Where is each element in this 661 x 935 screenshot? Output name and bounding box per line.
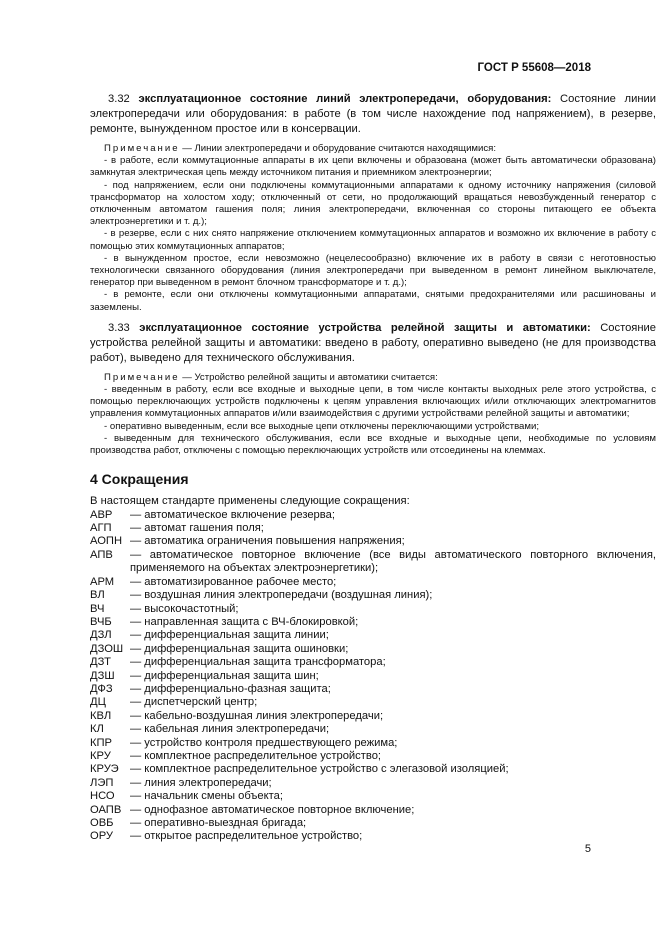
abbreviation-definition: — автоматическое повторное включение (все виды автоматического повторного включения, применяемого на объектах электроэнергетики); xyxy=(130,548,656,575)
abbreviation-row xyxy=(90,804,656,817)
abbreviation-definition: — оперативно-выездная бригада; xyxy=(130,817,307,830)
abbreviation-list xyxy=(90,509,656,844)
abbreviation-definition: — дифференциальная защита трансформатора; xyxy=(130,656,386,669)
abbreviation: ЛЭП xyxy=(90,776,114,789)
note-item: - оперативно выведенным, если все выходные цепи отключены переключающими устройствами; xyxy=(104,420,540,432)
note-item: - в ремонте, если они отключены коммутационными аппаратами, снятыми предохранителями или расшинованы и заземлены. xyxy=(90,289,656,313)
abbreviation-definition: — воздушная линия электропередачи (воздушная линия); xyxy=(130,589,433,602)
abbreviation-row xyxy=(90,535,656,548)
abbreviation: ДЗШ xyxy=(90,669,115,682)
abbreviation-definition: — высокочастотный; xyxy=(130,602,239,615)
abbreviation-row xyxy=(90,777,656,790)
abbreviation-row xyxy=(90,683,656,696)
abbreviation-row xyxy=(90,696,656,709)
abbreviation-definition: — автоматика ограничения повышения напряжения; xyxy=(130,535,405,548)
abbreviation-row xyxy=(90,643,656,656)
abbreviation-row xyxy=(90,670,656,683)
abbreviation-row xyxy=(90,656,656,669)
clause-definition: Состояние устройства релейной защиты и автоматики: введено в работу, оперативно выведено (не для производства работ), выведено для технического обслуживания. xyxy=(90,321,657,364)
abbreviation-row xyxy=(90,629,656,642)
abbreviation-definition: — комплектное распределительное устройство с элегазовой изоляцией; xyxy=(130,763,509,776)
abbreviation-row xyxy=(90,737,656,750)
abbreviation-definition: — кабельно-воздушная линия электропередачи; xyxy=(130,709,384,722)
abbreviation-definition: — линия электропередачи; xyxy=(130,776,272,789)
abbreviation-row xyxy=(90,616,656,629)
note-intro: — Линии электропередачи и оборудование считаются находящимися: xyxy=(182,143,497,154)
abbreviation-definition: — диспетчерский центр; xyxy=(130,696,258,709)
abbreviation-row xyxy=(90,830,656,843)
note-intro: — Устройство релейной защиты и автоматики считается: xyxy=(182,371,438,383)
abbreviation: ДЗОШ xyxy=(90,642,124,655)
note-item: - в вынужденном простое, если невозможно (нецелесообразно) включение их в работу в связи с неготовностью технологически связанного оборудования (линия электропередачи при выведенном в ремонт линейном выключателе, генератор при выведенном в ремонт блочном трансформаторе и т. д.); xyxy=(90,252,656,289)
clause-number: 3.32 xyxy=(108,93,130,105)
abbreviation: АПВ xyxy=(90,548,113,561)
abbreviation-row xyxy=(90,723,656,736)
abbreviation-definition: — автомат гашения поля; xyxy=(130,522,264,535)
note-1 xyxy=(90,143,656,314)
abbreviation-row xyxy=(90,817,656,830)
abbreviation-definition: — дифференциальная защита шин; xyxy=(130,669,319,682)
abbreviation: ВЧБ xyxy=(90,615,112,628)
abbreviation: ДЗТ xyxy=(90,656,111,669)
abbreviation-definition: — дифференциальная защита ошиновки; xyxy=(130,642,349,655)
abbreviation: ОАПВ xyxy=(90,803,122,816)
clause-term: эксплуатационное состояние линий электропередачи, оборудования: xyxy=(138,93,552,105)
abbreviation: КПР xyxy=(90,736,113,749)
abbreviation: КРУ xyxy=(90,749,111,762)
abbreviation-row xyxy=(90,790,656,803)
note-item: - в работе, если коммутационные аппараты в их цепи включены и образована (может быть автоматически образована) замкнутая электрическая цепь между источником питания и приемником электроэнергии; xyxy=(90,155,656,179)
note-label: Примечание xyxy=(104,371,180,383)
abbreviation: КВЛ xyxy=(90,709,112,722)
abbreviation-definition: — комплектное распределительное устройство; xyxy=(130,749,382,762)
abbreviation-definition: — устройство контроля предшествующего режима; xyxy=(130,736,398,749)
note-item: - выведенным для технического обслуживания, если все входные и выходные цепи, необходимые по условиям производства работ, отключены с помощью переключающих устройств или отсоединены на клеммах. xyxy=(90,432,656,457)
section-intro: В настоящем стандарте применены следующие сокращения: xyxy=(90,495,410,508)
abbreviation: ДФЗ xyxy=(90,682,113,695)
clause-term: эксплуатационное состояние устройства релейной защиты и автоматики: xyxy=(139,321,591,334)
abbreviation-row xyxy=(90,710,656,723)
abbreviation: КЛ xyxy=(90,723,104,736)
abbreviation-row xyxy=(90,549,656,576)
abbreviation-definition: — направленная защита с ВЧ-блокировкой; xyxy=(130,615,359,628)
page-content xyxy=(90,92,656,844)
abbreviation: ВЛ xyxy=(90,589,105,602)
abbreviation: ДЦ xyxy=(90,696,106,709)
note-item: - в резерве, если с них снято напряжение отключением коммутационных аппаратов и возможно их включение в работу с помощью этих коммутационных аппаратов; xyxy=(90,228,656,252)
abbreviation: АРМ xyxy=(90,575,115,588)
abbreviation-definition: — автоматизированное рабочее место; xyxy=(130,575,337,588)
abbreviation: АГП xyxy=(90,522,112,535)
abbreviation-row xyxy=(90,589,656,602)
note-item: - введенным в работу, если все входные и выходные цепи, в том числе контакты выходных реле этого устройства, с помощью переключающих устройств подключены к цепям управления включающих и/или отключающих электромагнитов управления коммутационных аппаратов и/или взаимодействия с другими устройствами релейной защиты и автоматики; xyxy=(90,384,656,420)
abbreviation-row xyxy=(90,509,656,522)
note-2 xyxy=(90,372,656,457)
clause-number: 3.33 xyxy=(108,321,130,334)
abbreviation-row xyxy=(90,763,656,776)
abbreviation: ОРУ xyxy=(90,830,114,843)
note-label: Примечание xyxy=(104,143,180,154)
section-title: 4 Сокращения xyxy=(90,471,189,488)
abbreviation-definition: — дифференциальная защита линии; xyxy=(130,629,329,642)
clause-3-33 xyxy=(90,321,656,366)
clause-definition: Состояние линии электропередачи или оборудования: в работе (в том числе нахождение под напряжением), в резерве, ремонте, вынужденном простое или в консервации. xyxy=(90,93,656,135)
page-number: 5 xyxy=(584,843,591,855)
abbreviation-row xyxy=(90,576,656,589)
abbreviation: ДЗЛ xyxy=(90,629,112,642)
abbreviation: НСО xyxy=(90,790,115,803)
abbreviation: ВЧ xyxy=(90,602,105,615)
clause-3-32 xyxy=(90,92,656,137)
abbreviation: АВР xyxy=(90,508,113,521)
abbreviation: ОВБ xyxy=(90,817,114,830)
abbreviation: КРУЭ xyxy=(90,763,119,776)
abbreviation: АОПН xyxy=(90,535,123,548)
abbreviation-definition: — начальник смены объекта; xyxy=(130,790,283,803)
abbreviation-definition: — кабельная линия электропередачи; xyxy=(130,723,330,736)
document-header: ГОСТ Р 55608—2018 xyxy=(477,62,591,74)
abbreviation-row xyxy=(90,522,656,535)
abbreviation-row xyxy=(90,750,656,763)
note-item: - под напряжением, если они подключены коммутационными аппаратами к одному источнику напряжения (силовой трансформатор на холостом ходу; отключенный от сети, но продолжающий вращаться невозбужденный генератор с отключенным автоматом гашения поля; линия электропередачи, включенная со стороны питающего ее объекта электроэнергетики и т. д.); xyxy=(90,179,656,228)
abbreviation-definition: — открытое распределительное устройство; xyxy=(130,830,363,843)
abbreviation-definition: — дифференциально-фазная защита; xyxy=(130,682,331,695)
abbreviation-row xyxy=(90,603,656,616)
abbreviation-definition: — однофазное автоматическое повторное включение; xyxy=(130,803,415,816)
abbreviation-definition: — автоматическое включение резерва; xyxy=(130,508,335,521)
